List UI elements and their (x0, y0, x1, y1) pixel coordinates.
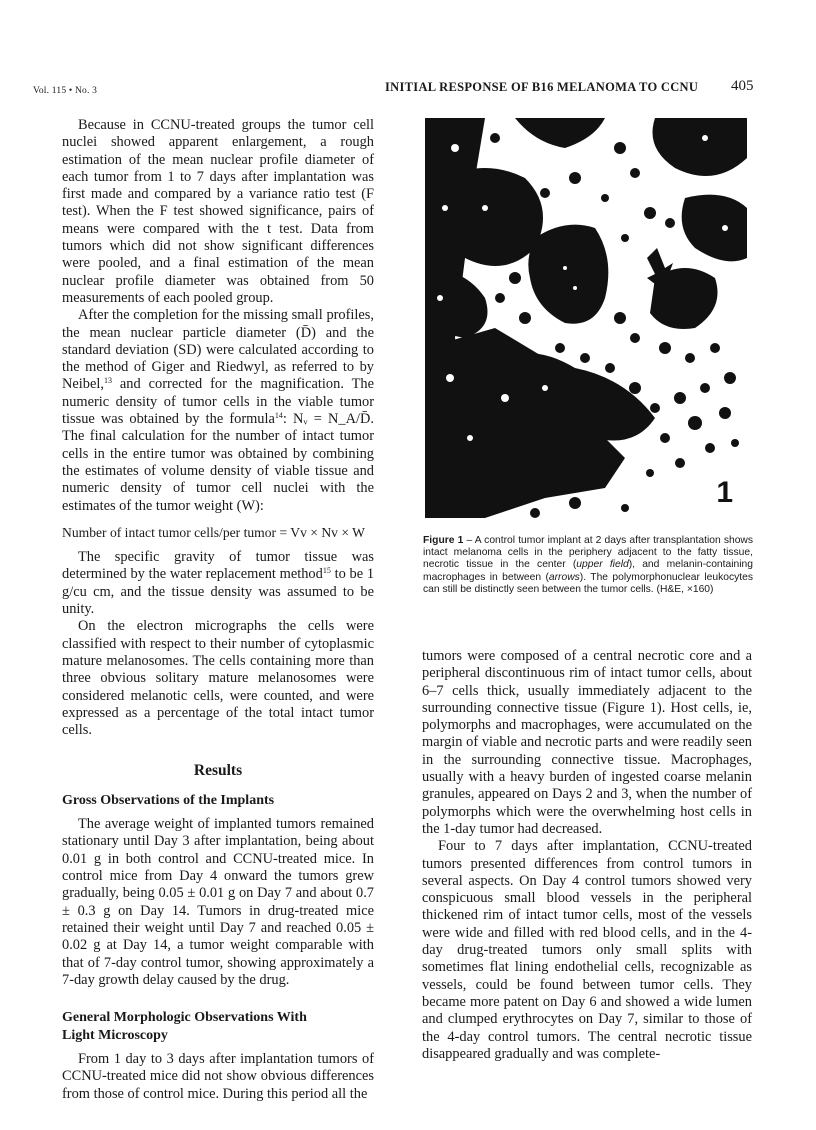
paragraph: Because in CCNU-treated groups the tumor cell nuclei showed apparent enlargement, a rough estimation of the mean nuclear profile diameter of each tumor from 1 to 7 days after implantation was first made and compared by a variance ratio test (F test). When the F test showed significance, pairs of means were compared with the t test. Data from tumors which did not show significant differences were pooled, and a final estimation of the mean nuclear profile diameter was obtained from 50 measurements of each pooled group. (62, 117, 374, 306)
micrograph-image (425, 118, 747, 518)
running-head-title: INITIAL RESPONSE OF B16 MELANOMA TO CCNU (385, 80, 699, 94)
caption-label: Figure 1 (423, 535, 464, 546)
reference-marker: 15 (322, 566, 331, 576)
running-head-left: Vol. 115 • No. 3 (33, 86, 98, 96)
paragraph: On the electron micrographs the cells were classified with respect to their number of cytoplasmic mature melanosomes. The cells containing more than three obvious solitary mature melanosomes were considered melanotic cells, were counted, and were expressed as a percentage of the total intact tumor cells. (62, 618, 374, 739)
paragraph: The average weight of implanted tumors remained stationary until Day 3 after implantation, being about 0.01 g in both control and CCNU-treated mice. In control mice from Day 4 onward the tumors grew gradually, being 0.05 ± 0.01 g on Day 7 and about 0.7 ± 0.3 g on Day 14. Tumors in drug-treated mice retained their weight until Day 7 and reached 0.05 ± 0.02 g at Day 14, a tumor weight comparable with that of 7-day control tumor, showing approximately a 7-day growth delay caused by the drug. (62, 816, 374, 988)
equation: Number of intact tumor cells/per tumor = Vv × Nv × W (62, 524, 365, 540)
section-heading-results: Results (193, 762, 243, 780)
subheading-gross-observations: Gross Observations of the Implants (62, 792, 275, 808)
right-column (422, 648, 752, 1063)
paragraph: tumors were composed of a central necrotic core and a peripheral discontinuous rim of intact tumor cells, about 6–7 cells thick, usually immediately adjacent to the surrounding connective tissue (Figure 1). Host cells, ie, polymorphs and macrophages, were accumulated on the margin of viable and necrotic parts and were readily seen in the surrounding connective tissue. Macrophages, usually with a heavy burden of ingested coarse melanin granules, appeared on Days 2 and 3, when the number of polymorphs which were the overwhelming host cells in the 1-day tumor had decreased. (422, 648, 752, 837)
figure-caption: Figure 1 – A control tumor implant at 2 days after transplantation shows intact melanoma cells in the periphery adjacent to the fatty tissue, necrotic tissue in the center (upper field), and melanin-containing macrophages in between (arrows). The polymorphonuclear leukocytes can still be distinctly seen between the tumor cells. (H&E, ×160) (423, 535, 754, 595)
paragraph: From 1 day to 3 days after implantation tumors of CCNU-treated mice did not show obvious differences from those of control mice. During this period all the (62, 1051, 374, 1102)
micrograph-figure (425, 118, 747, 518)
figure-number-label: 1 (716, 476, 733, 509)
paragraph: The specific gravity of tumor tissue was determined by the water replacement method$^{15}$ to be 1 g/cu cm, and the tissue density was assumed to be unity. (62, 549, 375, 618)
paragraph: Four to 7 days after implantation, CCNU-treated tumors presented differences from control tumors in several aspects. On Day 4 control tumors showed very conspicuous small blood vessels in the peripheral thickened rim of intact tumor cells, most of the vessels were wide and filled with red blood cells, and in the 4-day drug-treated tumors only small splits with sometimes flat lining endothelial cells, recognizable as vessels, could be found between tumor cells. They became more patent on Day 6 and showed a wide lumen and clumped erythrocytes on Day 7, similar to those of the 4-day control tumors. The central necrotic tissue disappeared gradually and was complete- (422, 838, 752, 1062)
left-column (62, 117, 374, 1103)
page-number: 405 (731, 78, 754, 94)
subheading-morphologic-observations: General Morphologic Observations With Light Microscopy (62, 1010, 307, 1043)
reference-marker: 13 (103, 376, 112, 386)
paragraph: After the completion for the missing small profiles, the mean nuclear particle diameter (D̄) and the standard deviation (SD) were calculated according to the method of Giger and Riedwyl, as referred to by Neibel,$^{13}$ and corrected for the magnification. The numeric density of tumor cells in the viable tumor tissue was obtained by the formula$^{14}$: Nᵥ = N_A/D̄. The final calculation for the number of intact tumor cells in the entire tumor was obtained by combining the estimates of volume density of viable tissue and numeric density of tumor cell nuclei with the estimates of the tumor weight (W): (62, 307, 375, 514)
reference-marker: 14 (274, 411, 283, 421)
